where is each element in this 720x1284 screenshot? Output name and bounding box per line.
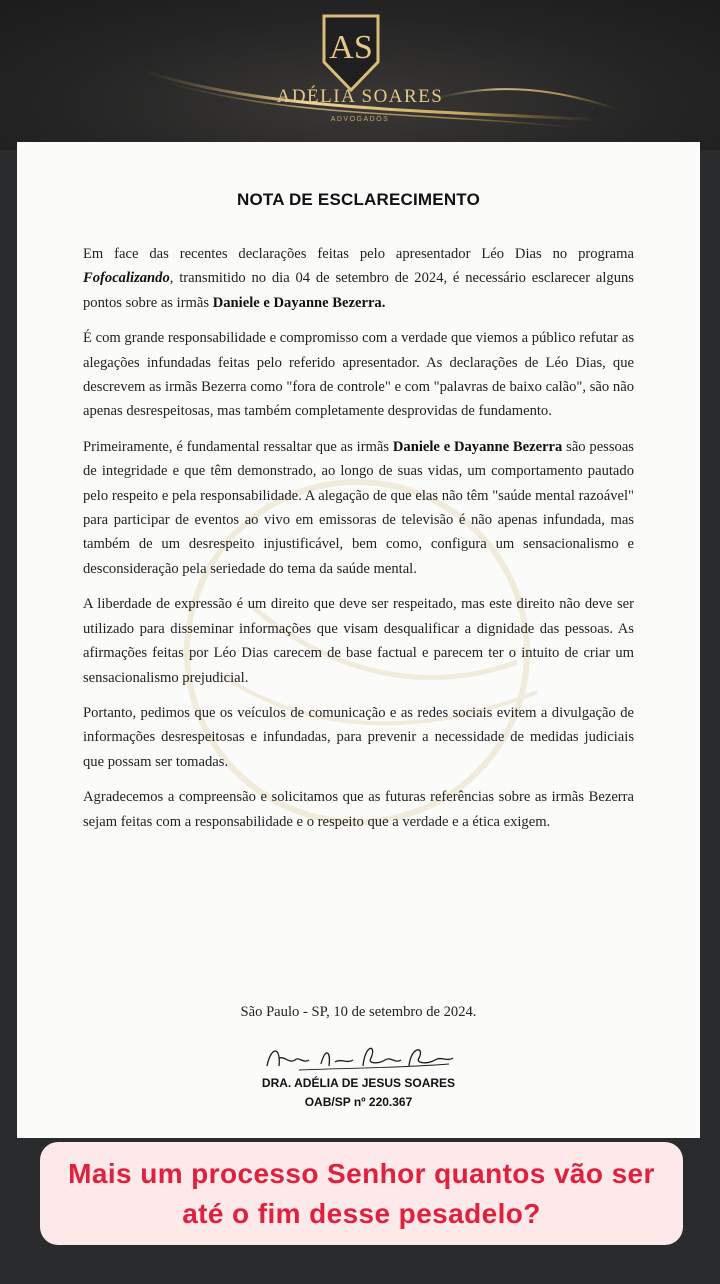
paragraph-4: A liberdade de expressão é um direito que deve ser respeitado, mas este direito não deve ser utilizado para disseminar informações que visam desqualificar a dignidade das pessoas. As afirmações feitas por Léo Dias carecem de base factual e parecem ter o intuito de criar um sensacionalismo prejudicial. xyxy=(83,596,634,686)
paragraph-6: Agradecemos a compreensão e solicitamos que as futuras referências sobre as irmãs Bezerra sejam feitas com a responsabilidade e o respeito que a verdade e a ética exigem. xyxy=(83,789,634,830)
sisters-names: Daniele e Dayanne Bezerra. xyxy=(212,294,386,311)
paragraph-5: Portanto, pedimos que os veículos de comunicação e as redes sociais evitem a divulgação de informações desrespeitosas e infundadas, para prevenir a necessidade de medidas judiciais que possam ser tomadas. xyxy=(83,704,634,770)
document-body xyxy=(83,242,634,845)
story-caption-box xyxy=(40,1142,683,1245)
story-caption-text: Mais um processo Senhor quantos vão ser até o fim desse pesadelo? xyxy=(68,1157,655,1229)
program-name: Fofocalizando xyxy=(83,270,170,287)
handwritten-signature xyxy=(259,1038,459,1076)
document-title: NOTA DE ESCLARECIMENTO xyxy=(236,190,481,209)
signer-oab-number: OAB/SP nº 220.367 xyxy=(304,1095,413,1109)
brand-name: ADÉLIA SOARES xyxy=(276,86,444,107)
paragraph-2: É com grande responsabilidade e compromisso com a verdade que viemos a público refutar as alegações infundadas feitas pelo referido apresentador. As declarações de Léo Dias, que descrevem as irmãs Bezerra como "fora de controle" e com "palavras de baixo calão", são não apenas desrespeitosas, mas também completamente desprovidas de fundamento. xyxy=(83,330,634,420)
signer-name: DRA. ADÉLIA DE JESUS SOARES xyxy=(261,1076,456,1090)
paragraph-3: Primeiramente, é fundamental ressaltar que as irmãs Daniele e Dayanne Bezerra são pessoas de integridade e que têm demonstrado, ao longo de suas vidas, um comportamento pautado pelo respeito e pela responsabilidade. A alegação de que elas não têm "saúde mental razoável" para participar de eventos ao vivo em emissoras de televisão é não apenas infundada, mas também de um desrespeito injustificável, bem como, configura um sensacionalismo e desconsideração pela seriedade do tema da saúde mental. xyxy=(83,438,634,577)
shield-logo-icon xyxy=(320,14,382,94)
paragraph-1: Em face das recentes declarações feitas pelo apresentador Léo Dias no programa Fofocalizando, transmitido no dia 04 de setembro de 2024, é necessário esclarecer alguns pontos sobre as irmãs Daniele e Dayanne Bezerra. xyxy=(83,246,634,311)
letterhead-header xyxy=(0,0,720,150)
document-page xyxy=(17,142,700,1138)
sisters-names: Daniele e Dayanne Bezerra xyxy=(392,438,563,455)
place-and-date: São Paulo - SP, 10 de setembro de 2024. xyxy=(240,1004,477,1020)
brand-subtitle: ADVOGADOS xyxy=(330,116,390,123)
svg-text:AS: AS xyxy=(329,29,373,66)
